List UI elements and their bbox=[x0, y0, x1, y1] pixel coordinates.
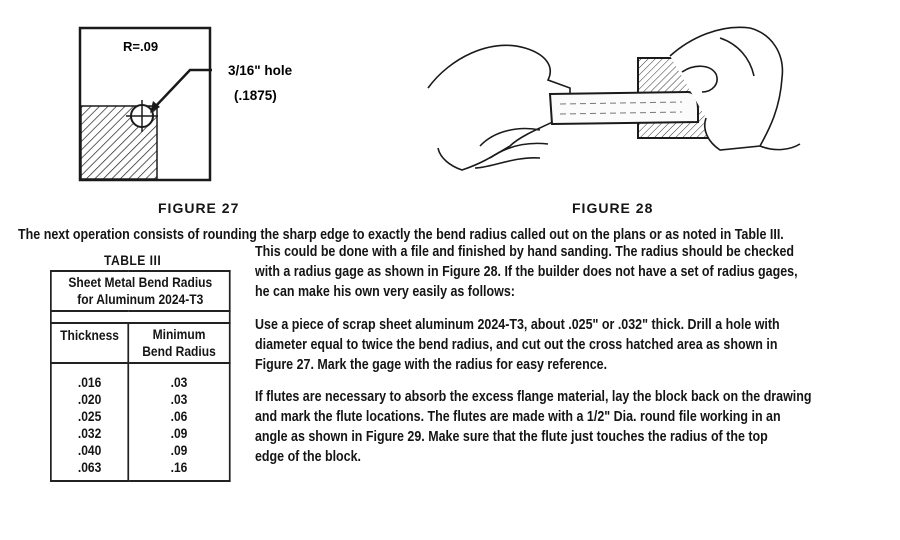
figure-27-drawing bbox=[60, 18, 320, 188]
figure-28-drawing bbox=[420, 18, 820, 198]
paragraph-line: Figure 27. Mark the gage with the radius for easy reference. bbox=[255, 357, 608, 373]
figure-27-label: FIGURE 27 bbox=[158, 200, 240, 216]
hole-decimal-callout: (.1875) bbox=[234, 88, 277, 103]
paragraph-line: If flutes are necessary to absorb the excess flange material, lay the block back on the drawing bbox=[255, 389, 812, 405]
paragraph-radius-check bbox=[255, 242, 798, 302]
table-title: TABLE III bbox=[104, 253, 162, 268]
paragraph-line: and mark the flute locations. The flutes are made with a 1/2" Dia. round file working in an bbox=[255, 409, 781, 425]
paragraph-line: angle as shown in Figure 29. Make sure that the flute just touches the radius of the top bbox=[255, 429, 768, 445]
paragraph-line: he can make his own very easily as follows: bbox=[255, 284, 515, 300]
hole-callout: 3/16" hole bbox=[228, 63, 293, 78]
thickness-cell: .016 bbox=[77, 374, 102, 390]
radius-cell: .09 bbox=[170, 425, 188, 441]
checked-part bbox=[550, 92, 698, 124]
radius-callout: R=.09 bbox=[123, 39, 159, 54]
thickness-cell: .063 bbox=[77, 459, 102, 475]
col-header-min-line2: Bend Radius bbox=[142, 343, 216, 359]
paragraph-flutes bbox=[255, 387, 812, 467]
paragraph-make-gage bbox=[255, 315, 780, 375]
col-header-thickness: Thickness bbox=[51, 323, 128, 363]
min-bend-radius-column bbox=[128, 374, 229, 481]
paragraph-line: edge of the block. bbox=[255, 449, 362, 465]
radius-cell: .09 bbox=[170, 442, 188, 458]
radius-cell: .16 bbox=[170, 459, 188, 475]
paragraph-line: with a radius gage as shown in Figure 28. If the builder does not have a set of radius gages, bbox=[255, 264, 798, 280]
col-header-min-line1: Minimum bbox=[152, 326, 206, 342]
table-iii bbox=[50, 270, 231, 482]
paragraph-line: Use a piece of scrap sheet aluminum 2024-T3, about .025" or .032" thick. Drill a hole with bbox=[255, 317, 780, 333]
radius-cell: .03 bbox=[170, 391, 188, 407]
thickness-cell: .040 bbox=[77, 442, 102, 458]
table-heading-line2: for Aluminum 2024-T3 bbox=[77, 291, 204, 307]
thickness-column bbox=[51, 374, 128, 481]
thickness-cell: .025 bbox=[77, 408, 102, 424]
table-heading-line1: Sheet Metal Bend Radius bbox=[68, 274, 213, 290]
thickness-cell: .032 bbox=[77, 425, 102, 441]
radius-cell: .03 bbox=[170, 374, 188, 390]
col-header-min-bend-radius bbox=[128, 323, 229, 363]
figure-28-label: FIGURE 28 bbox=[572, 200, 654, 216]
thickness-cell: .020 bbox=[77, 391, 102, 407]
paragraph-line: diameter equal to twice the bend radius, and cut out the cross hatched area as shown in bbox=[255, 337, 778, 353]
intro-line: The next operation consists of rounding the sharp edge to exactly the bend radius called out on the plans or as noted in Table III. bbox=[18, 227, 784, 243]
table-heading bbox=[51, 271, 230, 311]
radius-cell: .06 bbox=[170, 408, 188, 424]
left-hand-illustration bbox=[428, 45, 570, 170]
paragraph-line: This could be done with a file and finished by hand sanding. The radius should be checked bbox=[255, 244, 795, 260]
